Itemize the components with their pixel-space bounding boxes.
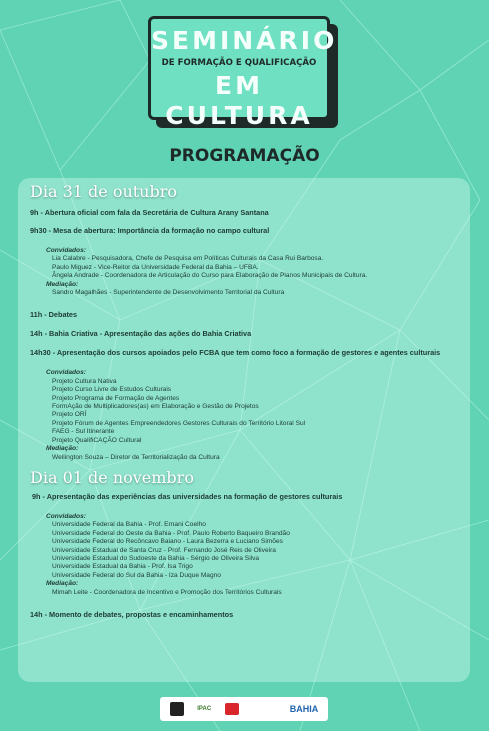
university-item: Universidade Federal da Bahia - Prof. Ernani Coelho (52, 521, 206, 529)
mediator-item: Sandro Magalhães - Superintendente de Desenvolvimento Territorial da Cultura (52, 289, 285, 297)
guests-label: Convidados: (46, 369, 86, 377)
course-item: FAEG - Sul Itinerante (52, 428, 115, 436)
day-1-opening: 9h - Abertura oficial com fala da Secretária de Cultura Arany Santana (30, 208, 269, 217)
course-item: FormAção de Multiplicadores(as) em Elaboração e Gestão de Projetos (52, 403, 259, 411)
day-1-bahia-criativa: 14h - Bahia Criativa - Apresentação das ações do Bahia Criativa (30, 329, 252, 339)
university-item: Universidade Estadual de Santa Cruz - Prof. Fernando José Reis de Oliveira (52, 546, 276, 554)
event-logo (148, 16, 338, 128)
bahia-logo: BAHIA (289, 704, 319, 714)
mediation-label: Mediação: (46, 580, 79, 588)
ipac-logo: IPAC (197, 706, 212, 712)
university-item: Universidade Estadual do Sudoeste da Bahia - Sérgio de Oliveira Silva (52, 554, 260, 562)
mediation-label: Mediação: (46, 445, 79, 453)
day-2-title: Dia 01 de novembro (30, 467, 194, 487)
sponsor-logo-red (225, 703, 239, 715)
mediation-label: Mediação: (46, 280, 79, 288)
day-1-debates: 11h - Debates (30, 310, 78, 320)
day-1-panel-guests (46, 247, 470, 297)
day-2-guests (46, 513, 470, 597)
guests-label: Convidados: (46, 247, 86, 254)
university-item: Universidade Estadual da Bahia - Prof. Isa Trigo (52, 563, 193, 571)
university-item: Universidade Federal do Recôncavo Baiano - Laura Bezerra e Luciano Simões (52, 538, 283, 546)
sponsor-logo-1 (170, 702, 184, 716)
logo-line-3: EM CULTURA (165, 71, 313, 130)
day-1-courses-list (46, 369, 470, 461)
university-item: Universidade Federal do Sul da Bahia - Iza Duque Magno (52, 571, 221, 579)
day-2-closing: 14h - Momento de debates, propostas e encaminhamentos (30, 609, 234, 619)
course-item: Projeto Cultura Nativa (52, 377, 117, 385)
course-item: Projeto Curso Livre de Estudos Culturais (52, 386, 172, 394)
day-1-courses-title: 14h30 - Apresentação dos cursos apoiados pelo FCBA que tem como foco a formação de gestores e agentes culturais (30, 348, 441, 358)
mediator-item: Mimah Leite - Coordenadora de Incentivo e Promoção dos Territórios Culturais (52, 588, 282, 596)
logo-line-1: SEMINÁRIO (151, 26, 338, 55)
guest-item: Paulo Miguez - Vice-Reitor da Universidade Federal da Bahia – UFBA. (52, 263, 259, 271)
course-item: Projeto QualifiCAÇÃO Cultural (52, 436, 142, 444)
sponsor-logos (160, 697, 328, 721)
schedule-content (30, 182, 470, 619)
guest-item: Lia Calabre - Pesquisadora, Chefe de Pesquisa em Políticas Culturais da Casa Rui Barbosa. (52, 255, 324, 263)
day-1-panel-title: 9h30 - Mesa de abertura: Importância da formação no campo cultural (30, 226, 270, 235)
logo-box (148, 16, 338, 130)
logo-line-2: DE FORMAÇÃO E QUALIFICAÇÃO (161, 58, 317, 68)
guests-label: Convidados: (46, 512, 86, 520)
course-item: Projeto Programa de Formação de Agentes (52, 394, 180, 402)
university-item: Universidade Federal do Oeste da Bahia - Prof. Paulo Roberto Baqueiro Brandão (52, 529, 290, 537)
day-1-title: Dia 31 de outubro (30, 182, 178, 201)
guest-item: Ângela Andrade - Coordenadora de Articulação do Curso para Elaboração de Planos Municipais de Cultura. (52, 272, 368, 280)
course-item: Projeto ORÍ (52, 411, 87, 419)
course-item: Projeto Fórum de Agentes Empreendedores Gestores Culturais do Território Litoral Sul (52, 419, 306, 427)
mediator-item: Wellington Souza – Diretor de Territorialização da Cultura (52, 453, 220, 461)
day-2-session-title: 9h - Apresentação das experiências das universidades na formação de gestores culturais (32, 491, 343, 501)
page-title: PROGRAMAÇÃO (169, 146, 320, 166)
